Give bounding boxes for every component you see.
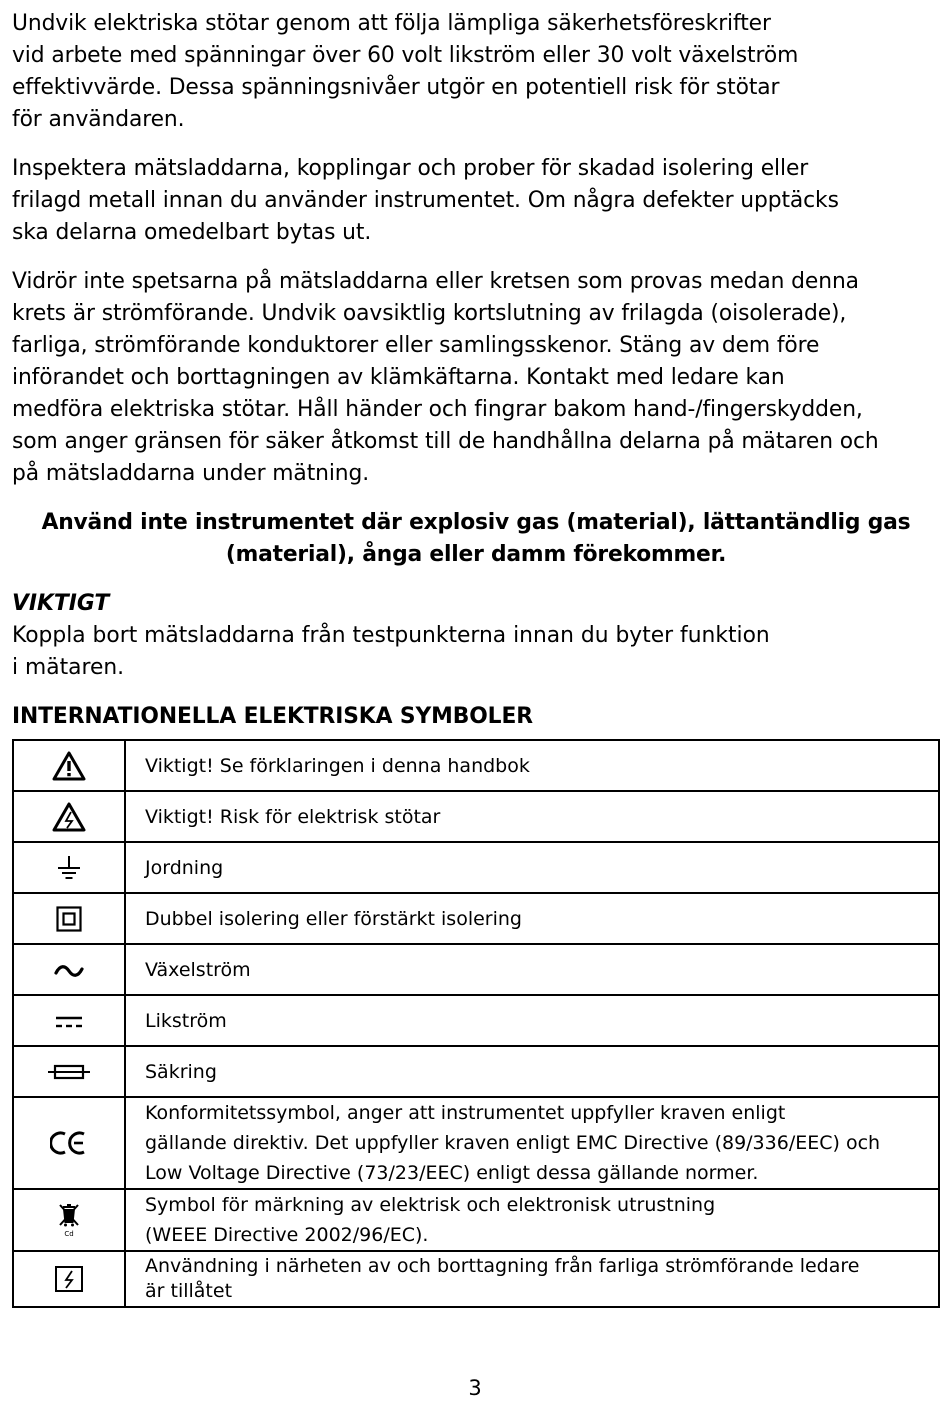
table-row [13, 1046, 939, 1097]
table-row [13, 893, 939, 944]
paragraph-inspect-leads [12, 153, 940, 249]
text-line: införandet och borttagningen av klämkäftarna. Kontakt med ledare kan [12, 365, 785, 390]
icon-cell [13, 1251, 125, 1307]
fuse-icon [47, 1063, 91, 1081]
description-text: Jordning [145, 856, 224, 879]
text-line: på mätsladdarna under mätning. [12, 461, 370, 486]
ce-mark-icon [50, 1130, 88, 1156]
description-text: Dubbel isolering eller förstärkt isolering [145, 907, 522, 930]
page-number: 3 [468, 1376, 482, 1400]
live-conductor-icon [54, 1265, 84, 1293]
description-cell [125, 791, 939, 842]
text-line: Inspektera mätsladdarna, kopplingar och prober för skadad isolering eller [12, 156, 809, 181]
text-line: krets är strömförande. Undvik oavsiktlig kortslutning av frilagda (oisolerade), [12, 301, 847, 326]
description-text: Användning i närheten av och borttagning från farliga strömförande ledare [145, 1255, 860, 1277]
ac-icon [54, 964, 84, 978]
text-line: för användaren. [12, 107, 185, 132]
dc-icon [54, 1015, 84, 1029]
description-text: (WEEE Directive 2002/96/EC). [145, 1224, 429, 1246]
icon-cell [13, 995, 125, 1046]
weee-bin-icon [58, 1201, 80, 1239]
table-row [13, 1189, 939, 1251]
table-row [13, 944, 939, 995]
icon-cell [13, 1046, 125, 1097]
description-text: Växelström [145, 958, 251, 981]
description-text: Viktigt! Risk för elektrisk stötar [145, 805, 441, 828]
description-cell [125, 842, 939, 893]
description-text: Likström [145, 1009, 227, 1032]
explosive-gas-warning [12, 507, 940, 571]
text-line: medföra elektriska stötar. Håll händer och fingrar bakom hand-/fingerskydden, [12, 397, 863, 422]
warning-line: (material), ånga eller damm förekommer. [225, 542, 727, 567]
description-cell [125, 1046, 939, 1097]
ground-icon [55, 854, 83, 882]
description-cell [125, 944, 939, 995]
svg-text:Cd: Cd [64, 1230, 74, 1238]
icon-cell [13, 740, 125, 791]
description-text: Säkring [145, 1060, 217, 1083]
table-row [13, 791, 939, 842]
description-text: är tillåtet [145, 1280, 233, 1302]
table-row [13, 995, 939, 1046]
description-cell [125, 995, 939, 1046]
text-line: ska delarna omedelbart bytas ut. [12, 220, 372, 245]
caution-text [12, 620, 940, 684]
description-text: Symbol för märkning av elektrisk och elektronisk utrustning [145, 1194, 716, 1216]
description-cell [125, 893, 939, 944]
description-cell [125, 1189, 939, 1251]
description-text: Low Voltage Directive (73/23/EEC) enligt dessa gällande normer. [145, 1162, 759, 1184]
text-line: Vidrör inte spetsarna på mätsladdarna eller kretsen som provas medan denna [12, 269, 859, 294]
description-cell [125, 1097, 939, 1189]
icon-cell [13, 791, 125, 842]
description-text: Viktigt! Se förklaringen i denna handbok [145, 754, 530, 777]
text-line: farliga, strömförande konduktorer eller samlingsskenor. Stäng av dem före [12, 333, 820, 358]
paragraph-shock-voltage [12, 8, 940, 136]
symbols-section-title: INTERNATIONELLA ELEKTRISKA SYMBOLER [12, 704, 533, 729]
table-row [13, 1097, 939, 1189]
text-line: Koppla bort mätsladdarna från testpunkterna innan du byter funktion [12, 623, 770, 648]
table-row [13, 1251, 939, 1307]
double-insulation-icon [56, 906, 82, 932]
page-content [12, 8, 940, 1308]
icon-cell [13, 842, 125, 893]
text-line: frilagd metall innan du använder instrumentet. Om några defekter upptäcks [12, 188, 839, 213]
description-cell [125, 1251, 939, 1307]
paragraph-do-not-touch [12, 266, 940, 490]
warning-triangle-icon [52, 751, 86, 781]
description-text: gällande direktiv. Det uppfyller kraven enligt EMC Directive (89/336/EEC) och [145, 1132, 881, 1154]
text-line: som anger gränsen för säker åtkomst till de handhållna delarna på mätaren och [12, 429, 879, 454]
description-text: Konformitetssymbol, anger att instrumentet uppfyller kraven enligt [145, 1102, 786, 1124]
warning-line: Använd inte instrumentet där explosiv gas (material), lättantändlig gas [41, 510, 911, 535]
text-line: i mätaren. [12, 655, 125, 680]
text-line: Undvik elektriska stötar genom att följa lämpliga säkerhetsföreskrifter [12, 11, 771, 36]
icon-cell [13, 944, 125, 995]
text-line: vid arbete med spänningar över 60 volt likström eller 30 volt växelström [12, 43, 799, 68]
caution-label: VIKTIGT [12, 591, 110, 616]
shock-triangle-icon [52, 802, 86, 832]
description-cell [125, 740, 939, 791]
table-row [13, 842, 939, 893]
icon-cell [13, 1097, 125, 1189]
symbols-table [12, 739, 940, 1308]
icon-cell [13, 1189, 125, 1251]
text-line: effektivvärde. Dessa spänningsnivåer utgör en potentiell risk för stötar [12, 75, 780, 100]
table-row [13, 740, 939, 791]
icon-cell [13, 893, 125, 944]
